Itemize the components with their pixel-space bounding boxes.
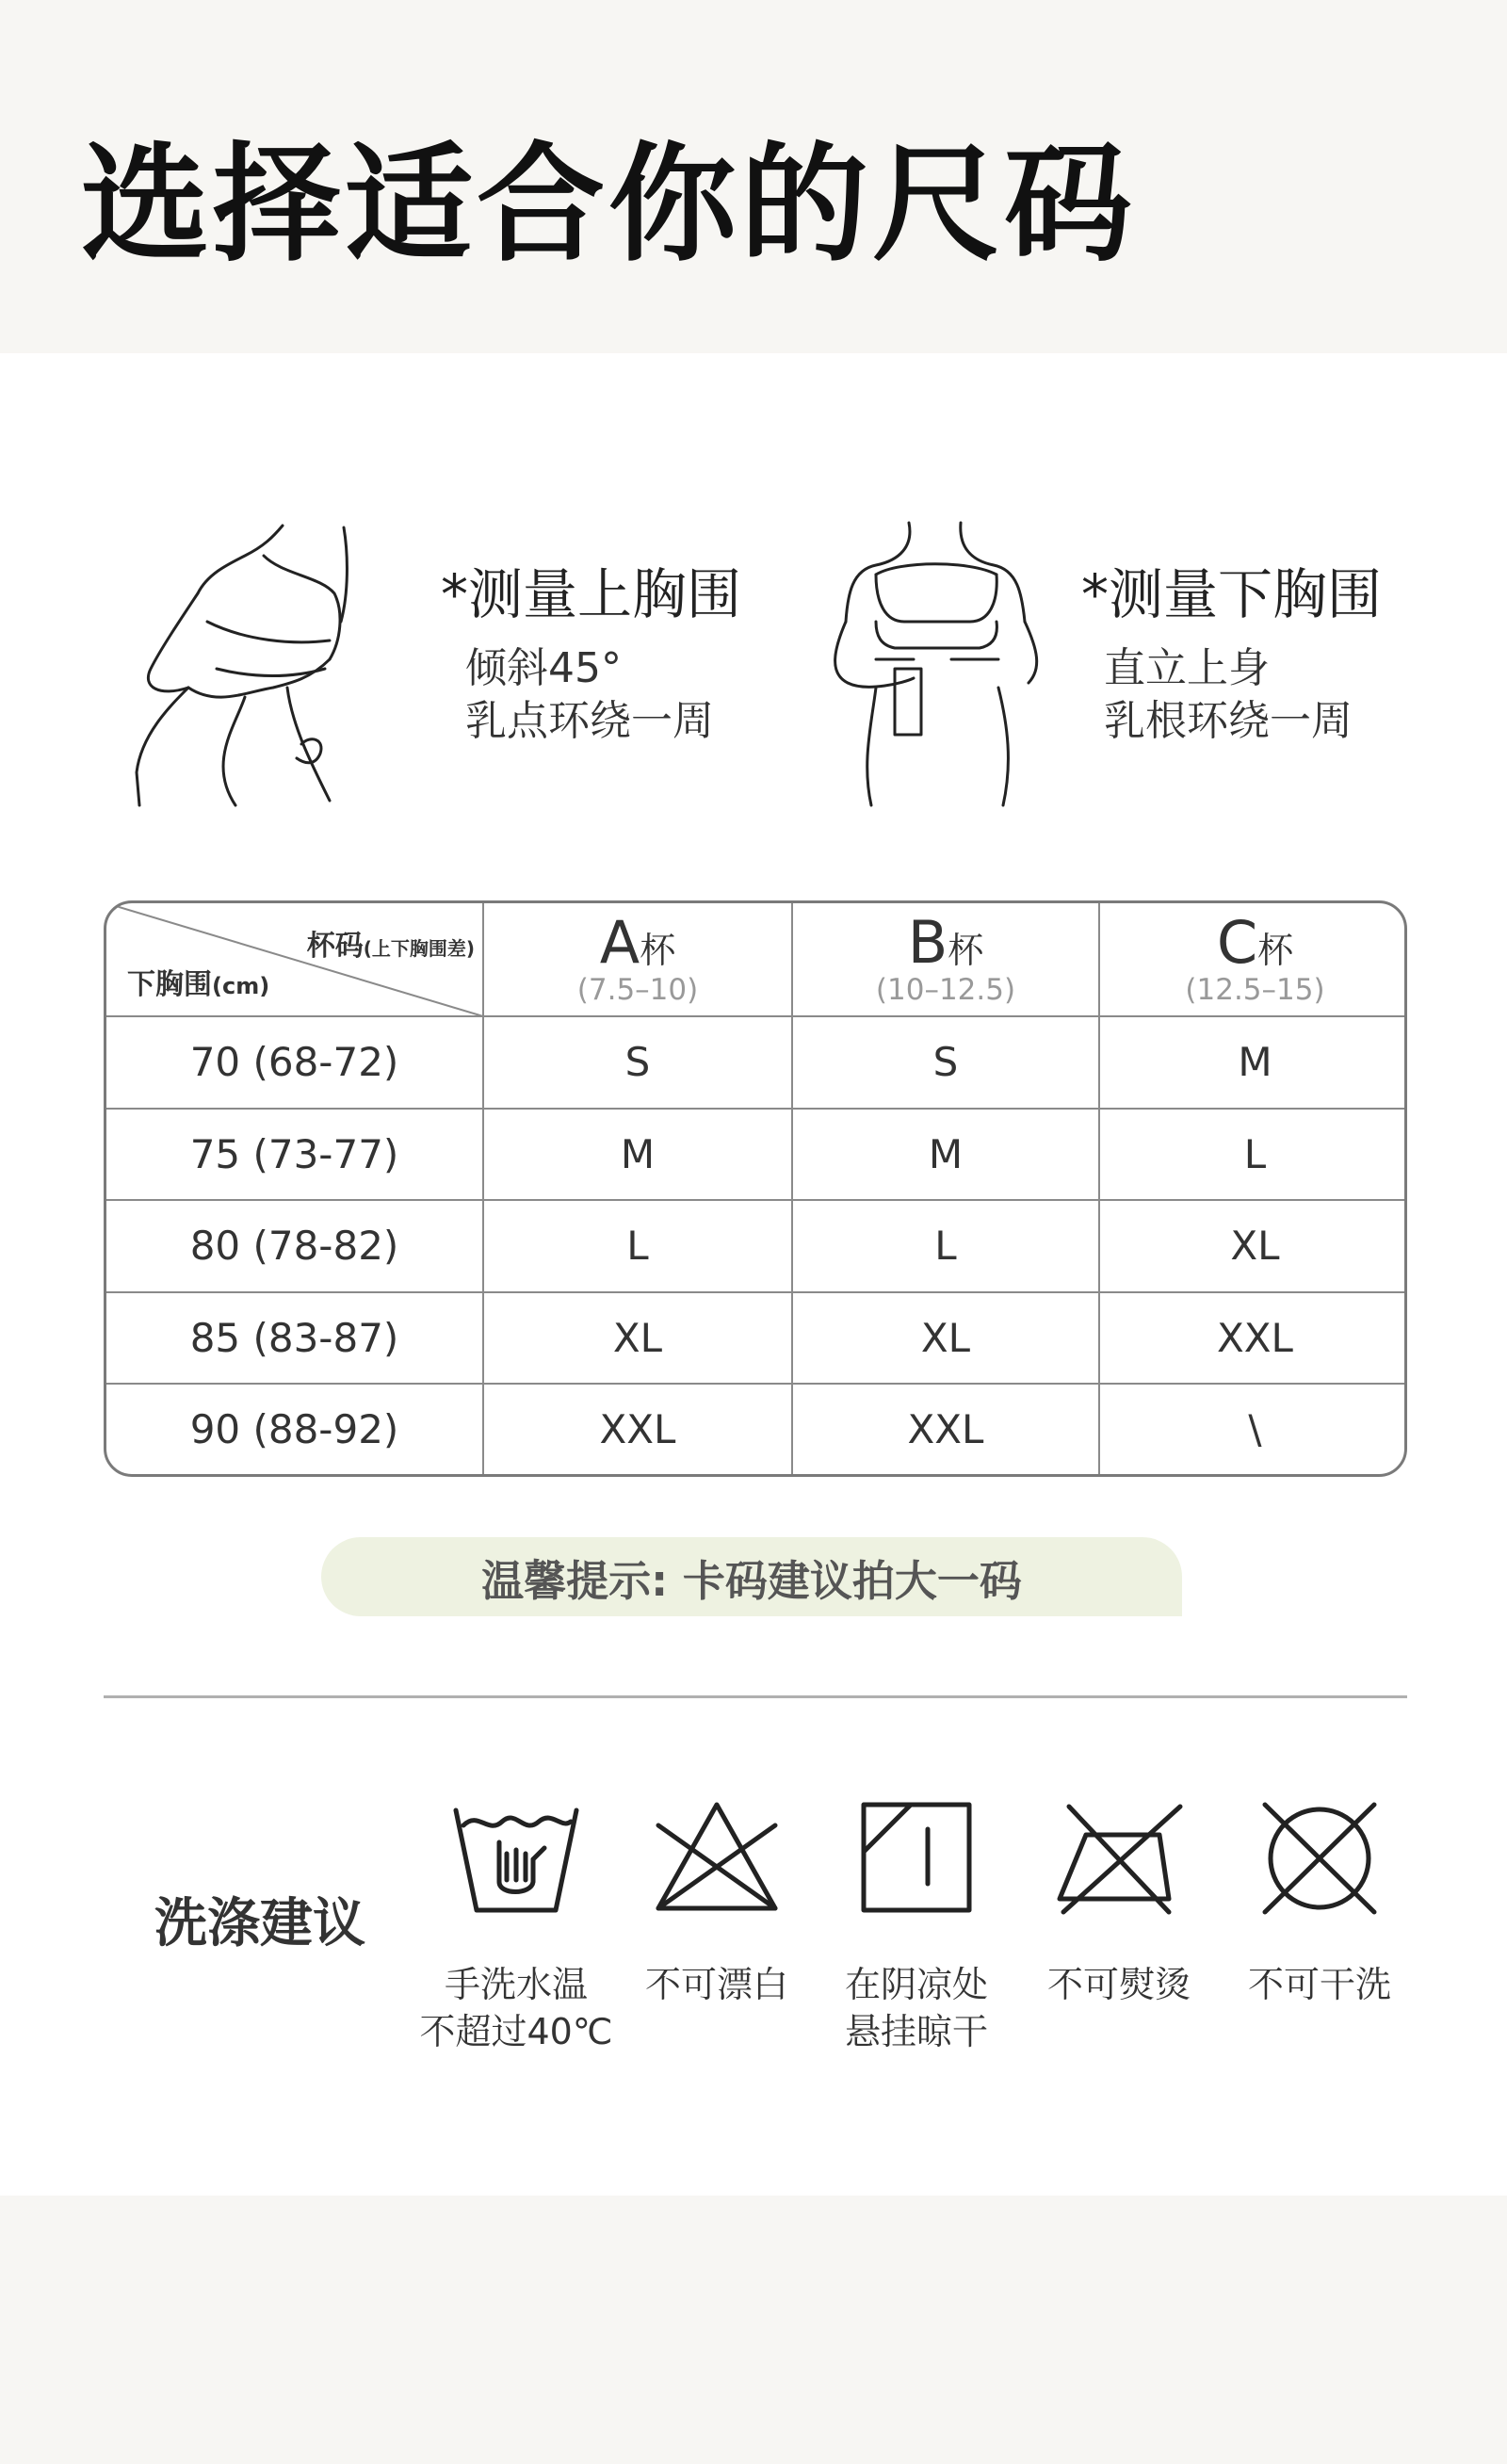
- size-cell: M: [792, 1109, 1099, 1201]
- care-text-hand-wash: 手洗水温 不超过40℃: [419, 1964, 613, 2052]
- table-row: [106, 1384, 1407, 1474]
- band-cell: 85 (83-87): [106, 1292, 483, 1385]
- under-bust-title: *测量下胸围: [1081, 562, 1383, 626]
- care-item-no-iron: [1020, 1797, 1218, 2008]
- line-dry-shade-icon: [851, 1797, 982, 1920]
- table-row: [106, 1016, 1407, 1109]
- cup-a-header: A杯 (7.5–10): [483, 903, 792, 1016]
- hand-wash-icon: [450, 1797, 582, 1920]
- sizing-tip: 温馨提示: 卡码建议拍大一码: [321, 1537, 1182, 1616]
- upper-bust-step-1: 倾斜45°: [465, 644, 622, 692]
- no-bleach-icon: [651, 1797, 783, 1920]
- upper-bust-step-2: 乳点环绕一周: [465, 697, 714, 745]
- size-cell: XL: [792, 1292, 1099, 1385]
- under-bust-step-2: 乳根环绕一周: [1104, 697, 1353, 745]
- care-title: 洗涤建议: [154, 1893, 365, 1954]
- size-cell: M: [1099, 1016, 1407, 1109]
- band-cell: 75 (73-77): [106, 1109, 483, 1201]
- care-item-line-dry: [818, 1797, 1015, 2055]
- cup-axis-label: 杯码(上下胸围差): [306, 930, 475, 963]
- band-cell: 70 (68-72): [106, 1016, 483, 1109]
- size-cell: S: [483, 1016, 792, 1109]
- care-text-line-dry: 在阴凉处 悬挂晾干: [844, 1964, 988, 2052]
- no-iron-icon: [1048, 1797, 1190, 1920]
- under-bust-step-1: 直立上身: [1104, 644, 1270, 692]
- under-bust-illustration: [819, 518, 1055, 810]
- band-cell: 80 (78-82): [106, 1200, 483, 1292]
- size-cell: L: [792, 1200, 1099, 1292]
- size-cell: S: [792, 1016, 1099, 1109]
- band-axis-label: 下胸围(cm): [127, 968, 270, 1001]
- care-text-no-dry-clean: 不可干洗: [1247, 1964, 1391, 2005]
- header-band: [0, 0, 1507, 353]
- cup-c-header: C杯 (12.5–15): [1099, 903, 1407, 1016]
- care-text-no-bleach: 不可漂白: [644, 1964, 788, 2005]
- page-title: 选择适合你的尺码: [81, 131, 1136, 280]
- size-cell: XXL: [483, 1384, 792, 1474]
- size-cell: XXL: [792, 1384, 1099, 1474]
- size-cell: L: [483, 1200, 792, 1292]
- size-cell: \: [1099, 1384, 1407, 1474]
- care-item-no-dry-clean: [1221, 1797, 1418, 2008]
- care-text-no-iron: 不可熨烫: [1046, 1964, 1191, 2005]
- table-corner-header: [106, 903, 483, 1016]
- no-dry-clean-icon: [1254, 1797, 1385, 1920]
- band-cell: 90 (88-92): [106, 1384, 483, 1474]
- size-table: [104, 900, 1407, 1477]
- upper-bust-title: *测量上胸围: [441, 562, 742, 626]
- care-item-hand-wash: [417, 1797, 615, 2055]
- footer-band: [0, 2196, 1507, 2464]
- size-cell: XL: [483, 1292, 792, 1385]
- table-row: [106, 1292, 1407, 1385]
- table-row: [106, 1200, 1407, 1292]
- table-row: [106, 1109, 1407, 1201]
- section-divider: [104, 1695, 1407, 1698]
- size-cell: XXL: [1099, 1292, 1407, 1385]
- size-cell: M: [483, 1109, 792, 1201]
- upper-bust-illustration: [132, 518, 396, 810]
- cup-b-header: B杯 (10–12.5): [792, 903, 1099, 1016]
- care-item-no-bleach: [618, 1797, 816, 2008]
- size-cell: L: [1099, 1109, 1407, 1201]
- size-cell: XL: [1099, 1200, 1407, 1292]
